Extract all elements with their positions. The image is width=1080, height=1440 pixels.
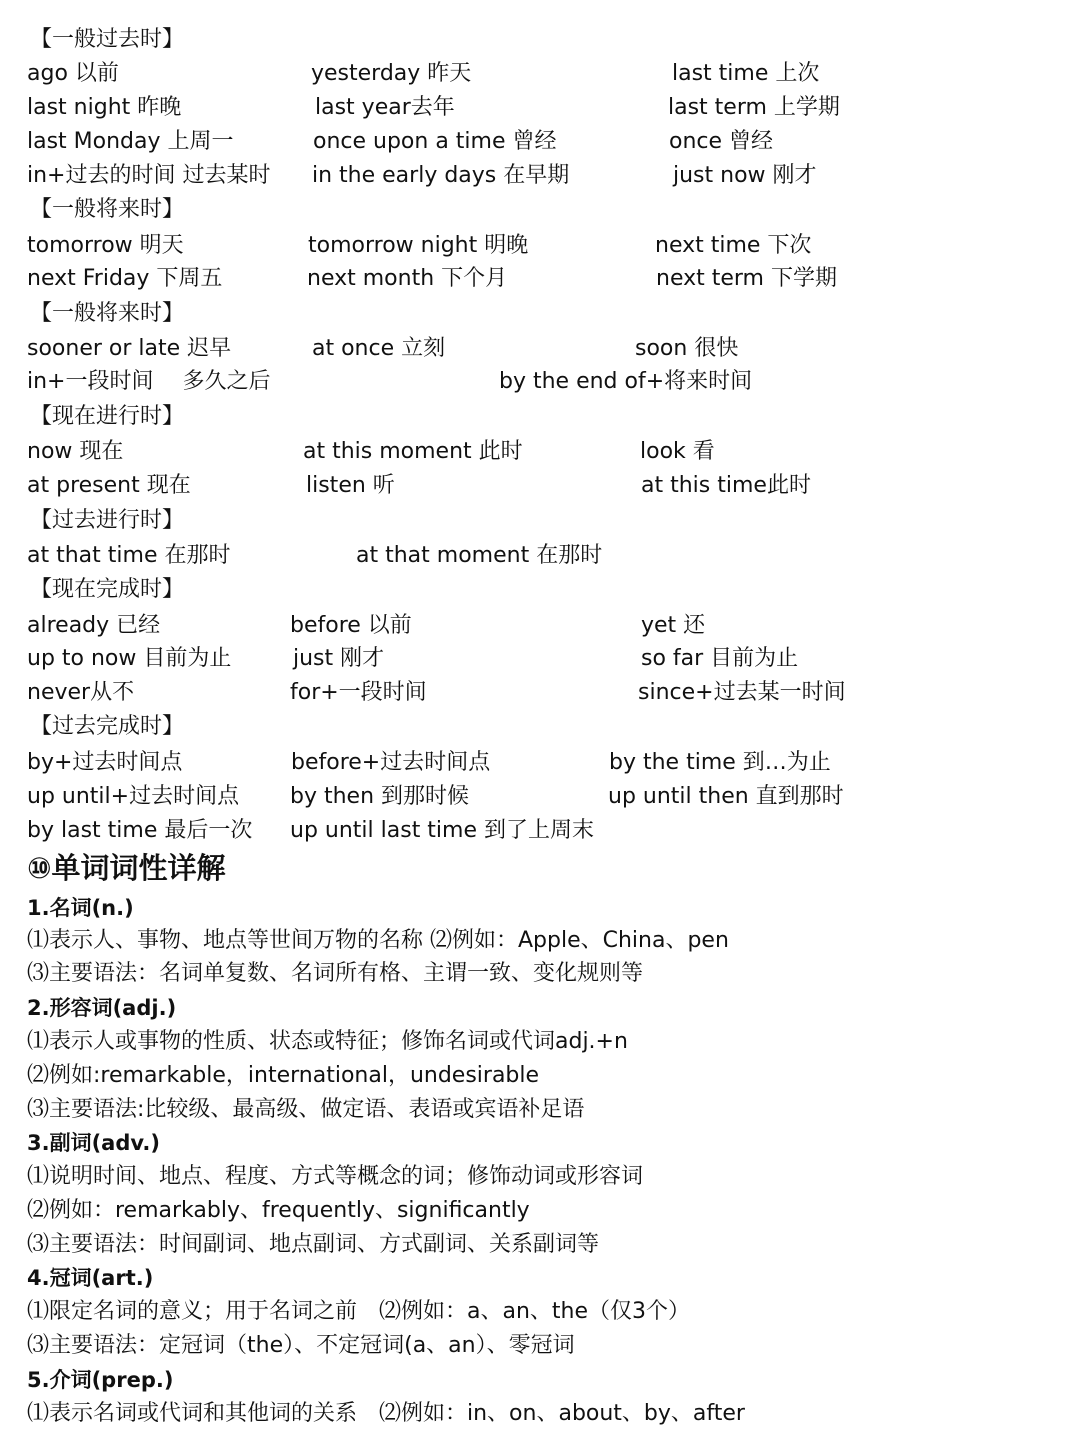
phrase: next Friday 下周五 — [27, 266, 223, 291]
phrase: once 曾经 — [669, 129, 774, 154]
phrase: sooner or late 迟早 — [27, 336, 232, 361]
phrase: since+过去某一时间 — [638, 680, 846, 705]
section-heading: 【过去进行时】 — [30, 508, 185, 533]
pos-line: ⑶主要语法：定冠词（the）、不定冠词(a、an）、零冠词 — [27, 1333, 575, 1358]
phrase: by then 到那时候 — [290, 784, 470, 809]
phrase: last year去年 — [315, 95, 455, 120]
phrase: up until last time 到了上周末 — [290, 818, 595, 843]
phrase: now 现在 — [27, 439, 124, 464]
pos-heading-adjective: 2.形容词(adj.) — [27, 996, 177, 1020]
phrase: at this moment 此时 — [303, 439, 523, 464]
phrase: never从不 — [27, 680, 135, 705]
phrase: by+过去时间点 — [27, 750, 183, 775]
phrase: at this time此时 — [641, 473, 811, 498]
phrase: before+过去时间点 — [291, 750, 491, 775]
pos-line: ⑴说明时间、地点、程度、方式等概念的词；修饰动词或形容词 — [27, 1164, 644, 1189]
section-heading: 【过去完成时】 — [30, 714, 185, 739]
phrase: at that time 在那时 — [27, 543, 231, 568]
phrase: just now 刚才 — [673, 163, 817, 188]
pos-line: ⑴表示人或事物的性质、状态或特征；修饰名词或代词adj.+n — [27, 1029, 628, 1054]
pos-line: ⑵例如：remarkably、frequently、significantly — [27, 1198, 530, 1223]
pos-line: ⑶主要语法：名词单复数、名词所有格、主谓一致、变化规则等 — [27, 961, 644, 986]
phrase: next month 下个月 — [307, 266, 508, 291]
pos-line: ⑴表示名词或代词和其他词的关系 ⑵例如：in、on、about、by、after — [27, 1401, 745, 1426]
phrase: up until then 直到那时 — [608, 784, 844, 809]
phrase: by the time 到…为止 — [609, 750, 831, 775]
pos-line: ⑴限定名词的意义；用于名词之前 ⑵例如：a、an、the（仅3个） — [27, 1299, 691, 1324]
section-heading: 【一般将来时】 — [30, 301, 185, 326]
phrase: for+一段时间 — [290, 680, 427, 705]
phrase: at once 立刻 — [312, 336, 446, 361]
phrase: by the end of+将来时间 — [499, 369, 753, 394]
phrase: already 已经 — [27, 613, 161, 638]
pos-heading-preposition: 5.介词(prep.) — [27, 1368, 174, 1392]
phrase: last Monday 上周一 — [27, 129, 234, 154]
phrase: so far 目前为止 — [641, 646, 799, 671]
phrase: up until+过去时间点 — [27, 784, 240, 809]
section-heading: 【一般将来时】 — [30, 197, 185, 222]
phrase: look 看 — [640, 439, 715, 464]
phrase: at present 现在 — [27, 473, 191, 498]
phrase: tomorrow 明天 — [27, 233, 184, 258]
phrase: ago 以前 — [27, 61, 119, 86]
phrase: soon 很快 — [635, 336, 739, 361]
phrase: up to now 目前为止 — [27, 646, 232, 671]
section-heading: 【一般过去时】 — [30, 27, 185, 52]
pos-line: ⑶主要语法：时间副词、地点副词、方式副词、关系副词等 — [27, 1232, 600, 1257]
pos-heading-adverb: 3.副词(adv.) — [27, 1131, 160, 1155]
pos-heading-noun: 1.名词(n.) — [27, 896, 134, 920]
phrase: yet 还 — [641, 613, 706, 638]
pos-line: ⑴表示人、事物、地点等世间万物的名称 ⑵例如：Apple、China、pen — [27, 928, 729, 953]
phrase: by last time 最后一次 — [27, 818, 253, 843]
phrase: last time 上次 — [672, 61, 820, 86]
phrase: just 刚才 — [293, 646, 385, 671]
pos-line: ⑵例如:remarkable，international，undesirable — [27, 1063, 540, 1088]
phrase: once upon a time 曾经 — [313, 129, 557, 154]
phrase: before 以前 — [290, 613, 412, 638]
pos-heading-article: 4.冠词(art.) — [27, 1266, 154, 1290]
pos-section-title: ⑩单词词性详解 — [27, 851, 226, 885]
section-heading: 【现在完成时】 — [30, 577, 185, 602]
phrase: at that moment 在那时 — [356, 543, 603, 568]
phrase: listen 听 — [306, 473, 395, 498]
phrase: next term 下学期 — [656, 266, 837, 291]
phrase: tomorrow night 明晚 — [308, 233, 529, 258]
phrase: next time 下次 — [655, 233, 812, 258]
pos-line: ⑶主要语法:比较级、最高级、做定语、表语或宾语补足语 — [27, 1097, 585, 1122]
phrase: in the early days 在早期 — [312, 163, 570, 188]
phrase: in+过去的时间 过去某时 — [27, 163, 271, 188]
phrase: yesterday 昨天 — [311, 61, 472, 86]
phrase: last night 昨晚 — [27, 95, 182, 120]
section-heading: 【现在进行时】 — [30, 404, 185, 429]
phrase: in+一段时间 多久之后 — [27, 369, 271, 394]
phrase: last term 上学期 — [668, 95, 840, 120]
